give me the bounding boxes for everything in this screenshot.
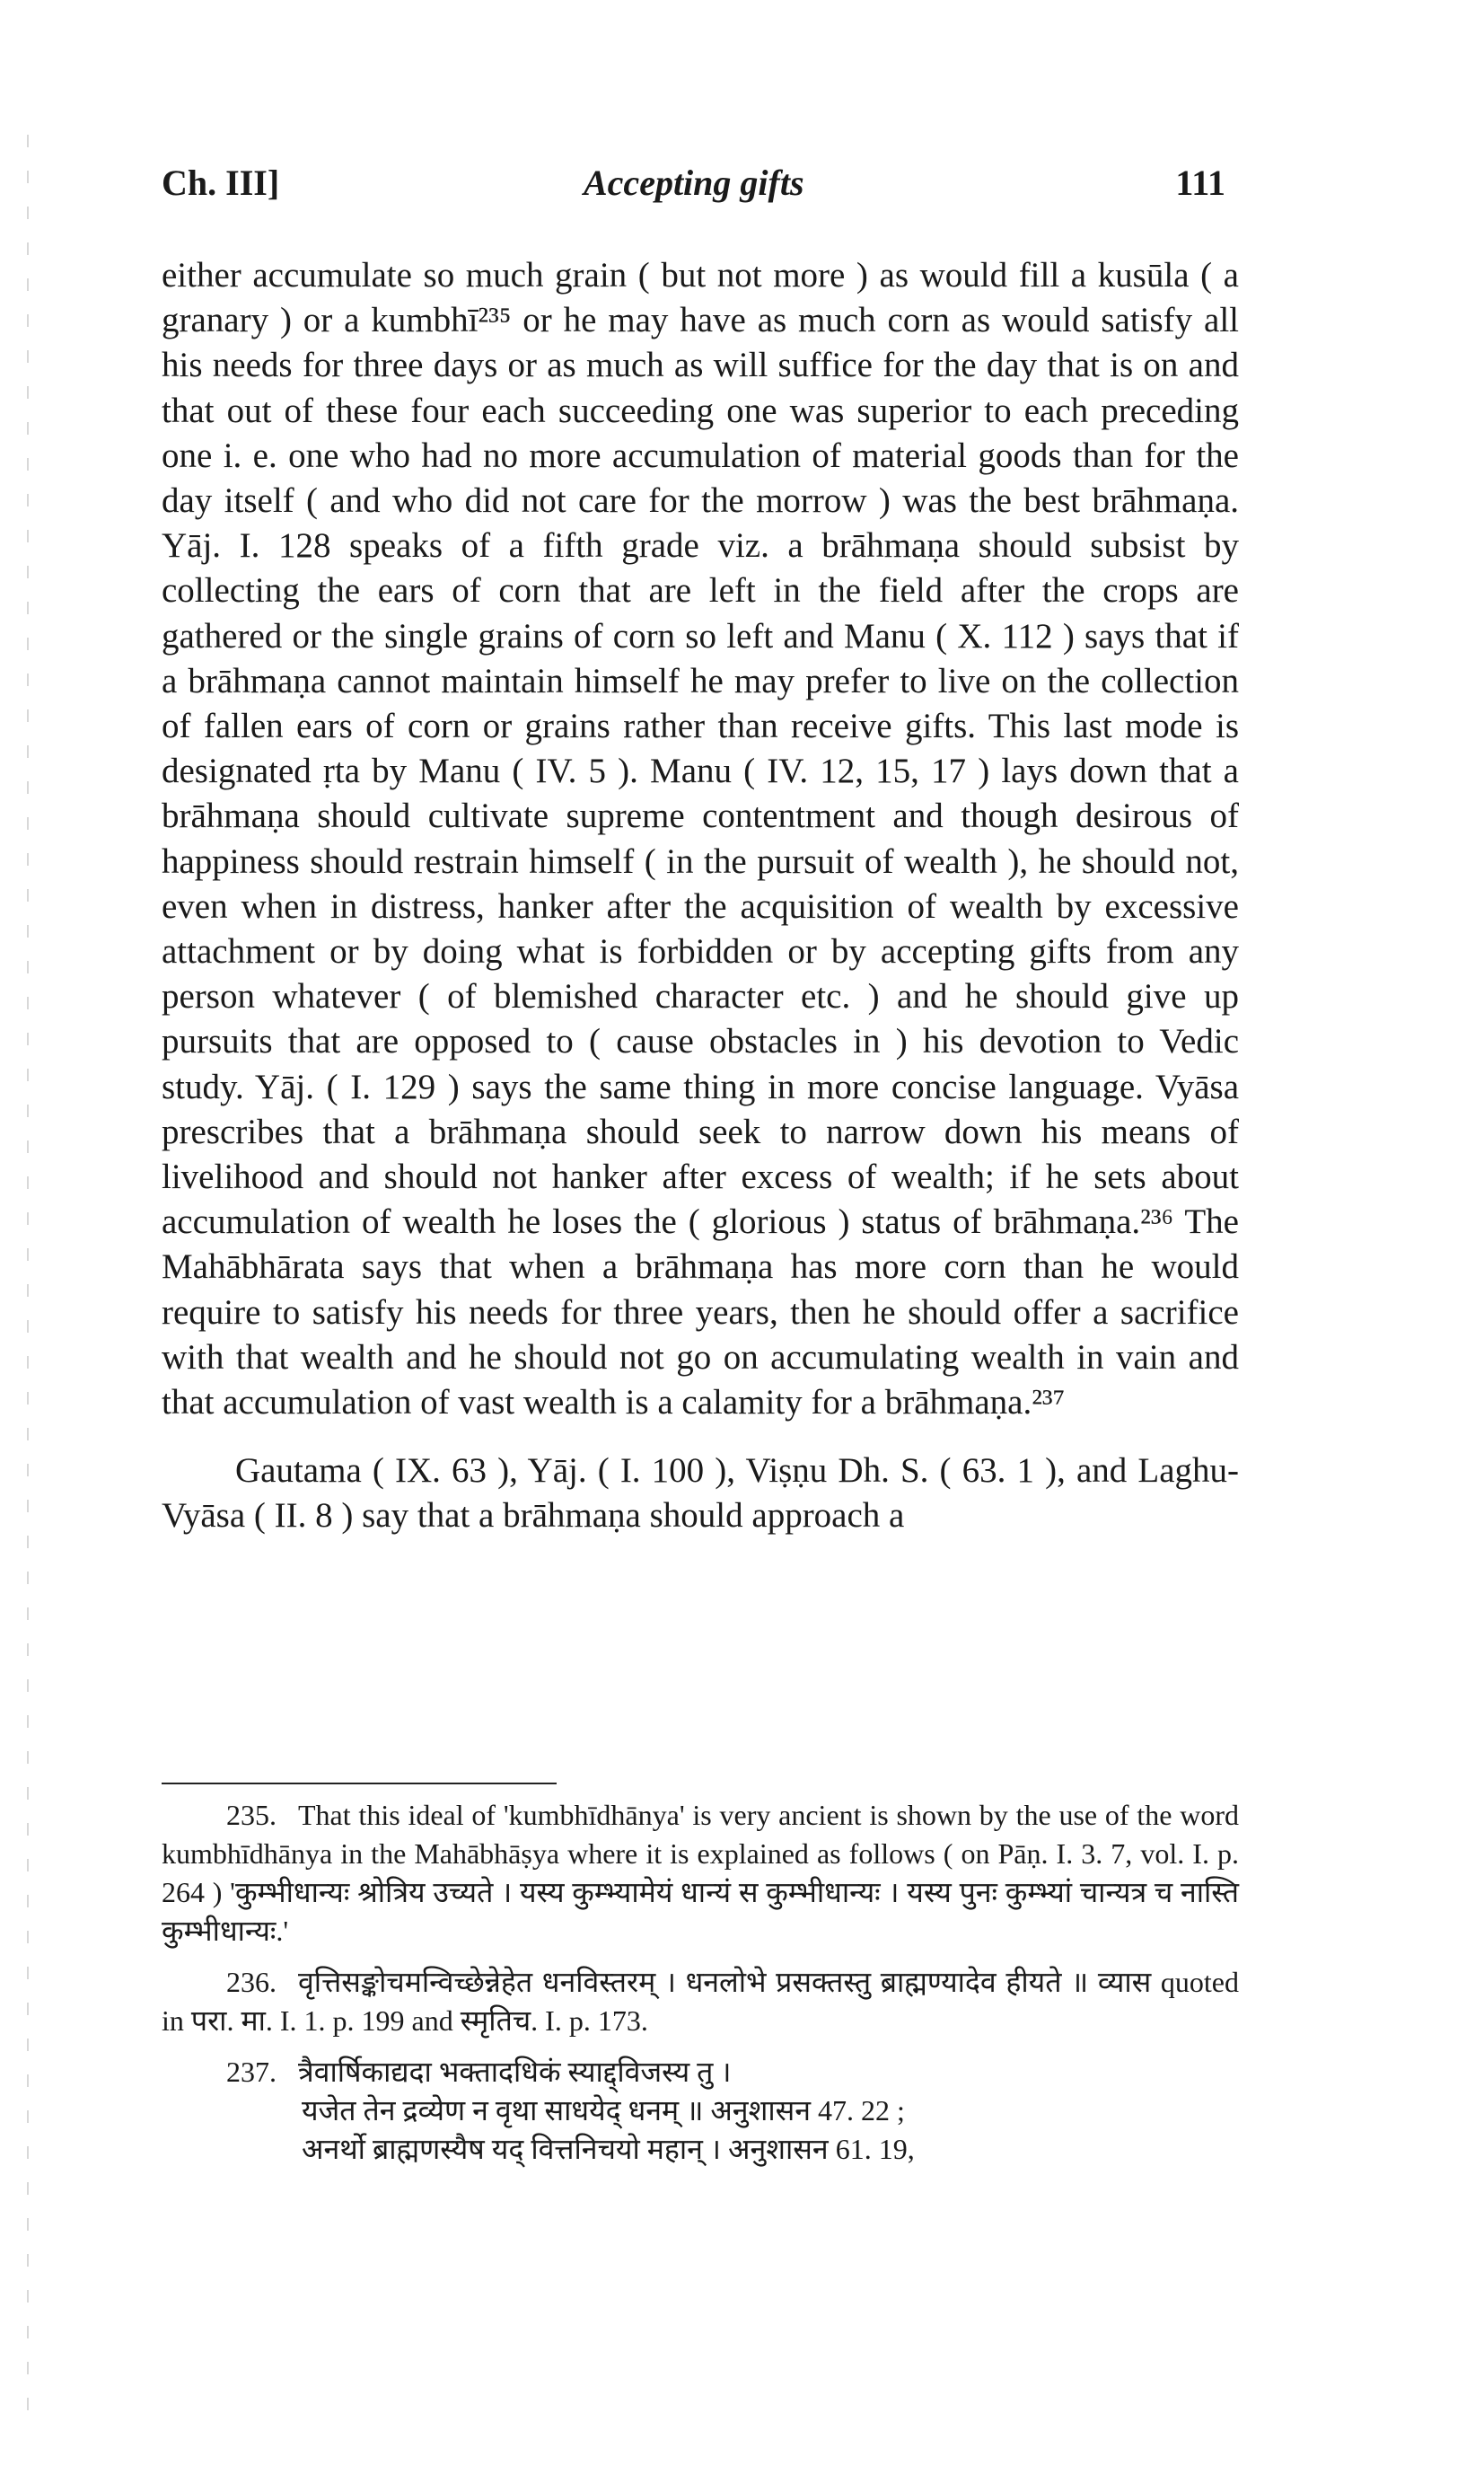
footnote-237 bbox=[162, 2053, 1239, 2169]
footnote-236 bbox=[162, 1963, 1239, 2040]
footnote-number: 236. bbox=[226, 1966, 277, 1998]
footnote-number: 237. bbox=[226, 2056, 277, 2088]
footnote-verse-line: अनर्थो ब्राह्मणस्यैष यद् वित्तनिचयो महान् । अनुशासन 61. 19, bbox=[302, 2133, 915, 2165]
running-header bbox=[162, 162, 1225, 216]
paragraph-2: Gautama ( IX. 63 ), Yāj. ( I. 100 ), Viṣṇu Dh. S. ( 63. 1 ), and Laghu-Vyāsa ( II. 8 ) say that a brāhmaṇa should approach a bbox=[162, 1451, 1239, 1536]
footnote-separator bbox=[162, 1783, 557, 1784]
footnote-text: That this ideal of 'kumbhīdhānya' is very ancient is shown by the use of the word kumbhīdhānya in the Mahābhāṣya where it is explained as follows ( on Pāṇ. I. 3. 7, vol. I. p. 264 ) 'कुम्भीधान्यः श्रोत्रिय उच्यते । यस्य कुम्भ्यामेयं धान्यं स कुम्भीधान्यः । यस्य पुनः कुम्भ्यां चान्यत्र च नास्ति कुम्भीधान्यः.' bbox=[162, 1799, 1239, 1947]
chapter-label: Ch. III] bbox=[162, 163, 280, 203]
footnote-verse-line: यजेत तेन द्रव्येण न वृथा साधयेद् धनम् ॥ अनुशासन 47. 22 ; bbox=[302, 2094, 905, 2127]
footnote-235 bbox=[162, 1796, 1239, 1950]
paragraph-1: either accumulate so much grain ( but not more ) as would fill a kusūla ( a granary ) or a kumbhī²³⁵ or he may have as much corn as would satisfy all his needs for three days or as much as will suffice for the day that is on and that out of these four each succeeding one was superior to each preceding one i. e. one who had no more accumulation of material goods than for the day itself ( and who did not care for the morrow ) was the best brāhmaṇa. Yāj. I. 128 speaks of a fifth grade viz. a brāhmaṇa should subsist by collecting the ears of corn that are left in the field after the crops are gathered or the single grains of corn so left and Manu ( X. 112 ) says that if a brāhmaṇa cannot maintain himself he may prefer to live on the collection of fallen ears of corn or grains rather than receive gifts. This last mode is designated ṛta by Manu ( IV. 5 ). Manu ( IV. 12, 15, 17 ) lays down that a brāhmaṇa should cultivate supreme contentment and though desirous of happiness should restrain himself ( in the pursuit of wealth ), he should not, even when in distress, hanker after the acquisition of wealth by excessive attachment or by doing what is forbidden or by accepting gifts from any person whatever ( of blemished character etc. ) and he should give up pursuits that are opposed to ( cause obstacles in ) his devotion to Vedic study. Yāj. ( I. 129 ) says the same thing in more concise language. Vyāsa prescribes that a brāhmaṇa should seek to narrow down his means of livelihood and should not hanker after excess of wealth; if he sets about accumulation of wealth he loses the ( glorious ) status of brāhmaṇa.²³⁶ The Mahābhārata says that when a brāhmaṇa has more corn than he would require to satisfy his needs for three years, then he should offer a sacrifice with that wealth and he should not go on accumulating wealth in vain and that accumulation of vast wealth is a calamity for a brāhmaṇa.²³⁷ bbox=[162, 256, 1239, 1422]
footnote-text: वृत्तिसङ्कोचमन्विच्छेन्नेहेत धनविस्तरम् । धनलोभे प्रसक्तस्तु ब्राह्मण्यादेव हीयते ॥ व्यास quoted in परा. मा. I. 1. p. 199 and स्मृतिच. I. p. 173. bbox=[162, 1966, 1239, 2037]
footnote-number: 235. bbox=[226, 1799, 277, 1831]
footnote-verse-line: त्रैवार्षिकाद्यदा भक्तादधिकं स्याद्द्विजस्य तु । bbox=[298, 2056, 732, 2088]
page-edge-line bbox=[27, 135, 29, 2434]
footnotes bbox=[162, 1796, 1239, 2181]
main-text bbox=[162, 253, 1239, 1539]
page-number: 111 bbox=[1175, 163, 1225, 203]
running-title: Accepting gifts bbox=[584, 163, 804, 203]
